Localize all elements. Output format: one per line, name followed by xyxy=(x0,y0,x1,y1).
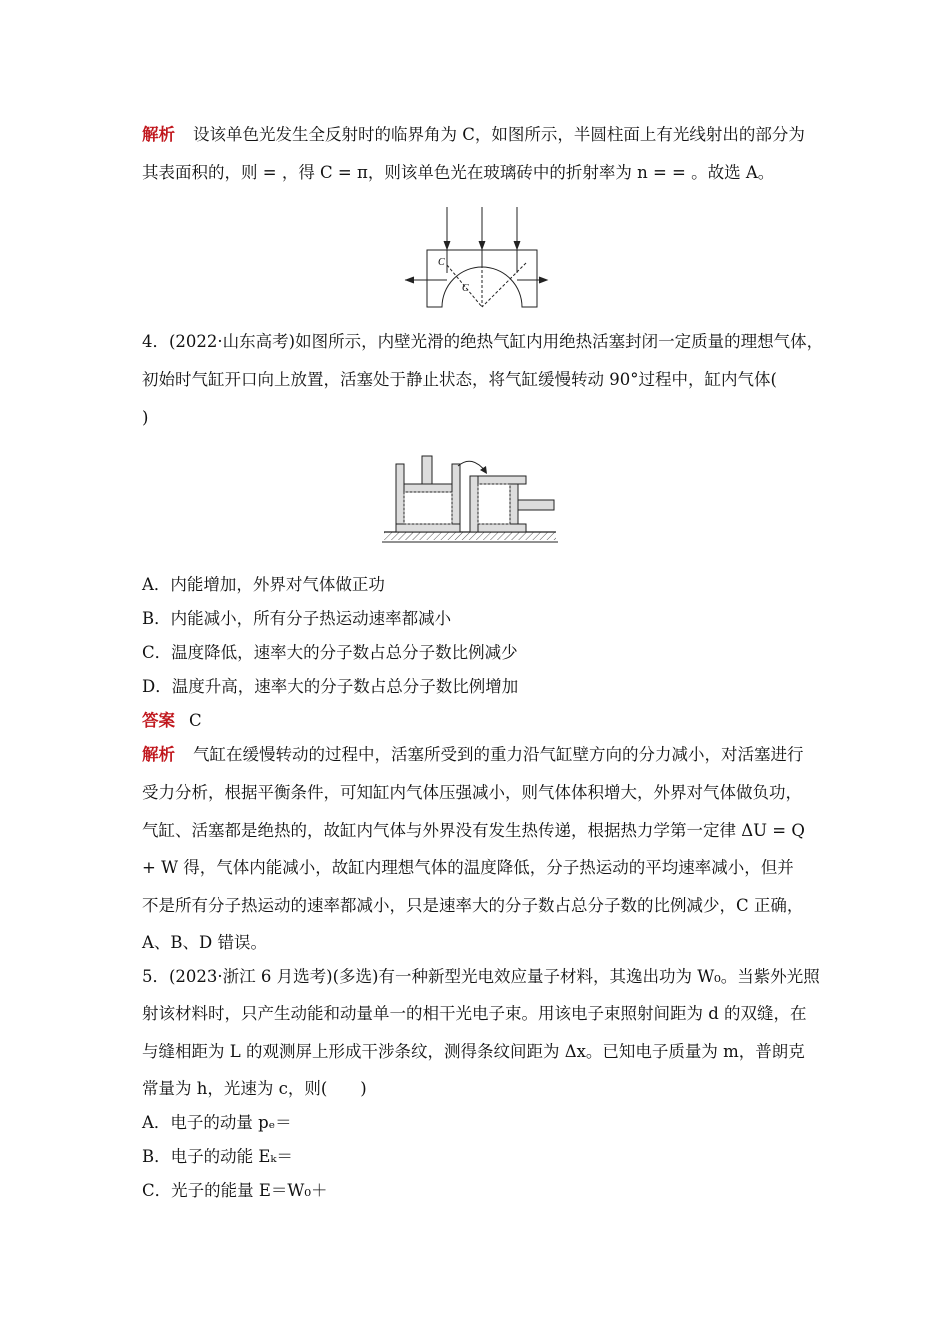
q5-stem-line-2: 射该材料时，只产生动能和动量单一的相干光电子束。用该电子束照射间距为 d 的双缝，在 xyxy=(142,1004,807,1023)
q4-stem-line-2: 初始时气缸开口向上放置，活塞处于静止状态，将气缸缓慢转动 90°过程中，缸内气体( xyxy=(142,370,777,389)
angle-label-c-lower: C xyxy=(462,283,469,294)
q4-analysis-line-2: 受力分析，根据平衡条件，可知缸内气体压强减小，则气体体积增大，外界对气体做负功， xyxy=(142,783,802,802)
gas-region-vertical xyxy=(404,492,452,524)
q4-cylinder-figure xyxy=(380,452,560,548)
incident-arrow-right xyxy=(514,241,520,249)
q3-analysis-label: 解析 xyxy=(142,125,175,144)
q5-stem-line-3: 与缝相距为 L 的观测屏上形成干涉条纹，测得条纹间距为 Δx。已知电子质量为 m，普朗克 xyxy=(142,1042,805,1061)
q5-stem-line-1: 5．(2023·浙江 6 月选考)(多选)有一种新型光电效应量子材料，其逸出功为 W₀。当紫外光照 xyxy=(142,967,820,986)
vertical-piston xyxy=(404,456,452,492)
incident-arrow-center xyxy=(479,241,485,249)
q3-analysis-line-1 xyxy=(142,123,805,147)
q3-analysis-text-1: 设该单色光发生全反射时的临界角为 C，如图所示，半圆柱面上有光线射出的部分为 xyxy=(193,125,805,144)
q4-answer-label: 答案 xyxy=(142,711,175,730)
q4-analysis-text-1: 气缸在缓慢转动的过程中，活塞所受到的重力沿气缸壁方向的分力减小，对活塞进行 xyxy=(193,745,804,764)
q5-stem-line-4: 常量为 h，光速为 c，则( ) xyxy=(142,1079,367,1098)
gas-region-horizontal xyxy=(478,484,510,524)
q4-option-c: C．温度降低，速率大的分子数占总分子数比例减少 xyxy=(142,643,518,662)
q4-analysis-line-6: A、B、D 错误。 xyxy=(142,933,268,952)
q4-stem-line-1: 4．(2022·山东高考)如图所示，内壁光滑的绝热气缸内用绝热活塞封闭一定质量的理想气体， xyxy=(142,332,824,351)
q4-option-a: A．内能增加，外界对气体做正功 xyxy=(142,575,385,594)
ground-hatch xyxy=(384,532,556,540)
normal-line-right xyxy=(482,263,526,307)
reflected-arrow-right xyxy=(539,277,547,283)
q4-analysis-line-4: + W 得，气体内能减小，故缸内理想气体的温度降低，分子热运动的平均速率减小，但并 xyxy=(142,858,794,877)
q4-analysis-line-3: 气缸、活塞都是绝热的，故缸内气体与外界没有发生热传递，根据热力学第一定律 ΔU = Q xyxy=(142,821,805,840)
q5-option-c: C．光子的能量 E＝W₀＋ xyxy=(142,1181,328,1200)
q5-option-a: A．电子的动量 pₑ＝ xyxy=(142,1113,292,1132)
q3-analysis-line-2: 其表面积的，则 = ，得 C = π，则该单色光在玻璃砖中的折射率为 n = = 。故选 A。 xyxy=(142,163,775,182)
angle-label-c-upper: C xyxy=(438,257,445,268)
q3-glass-brick-figure xyxy=(400,205,550,311)
q4-option-b: B．内能减小，所有分子热运动速率都减小 xyxy=(142,609,452,628)
q4-answer-value: C xyxy=(189,711,202,730)
reflected-arrow-left xyxy=(406,277,414,283)
q4-stem-line-3: ) xyxy=(142,408,149,427)
q5-option-b: B．电子的动能 Eₖ＝ xyxy=(142,1147,293,1166)
q4-analysis-line-5: 不是所有分子热运动的速率都减小，只是速率大的分子数占总分子数的比例减少，C 正确， xyxy=(142,896,804,915)
q4-answer-line xyxy=(142,709,202,733)
q4-option-d: D．温度升高，速率大的分子数占总分子数比例增加 xyxy=(142,677,519,696)
q4-analysis-line-1 xyxy=(142,743,804,767)
incident-arrow-left xyxy=(444,241,450,249)
q4-analysis-label: 解析 xyxy=(142,745,175,764)
horizontal-piston xyxy=(510,484,554,524)
